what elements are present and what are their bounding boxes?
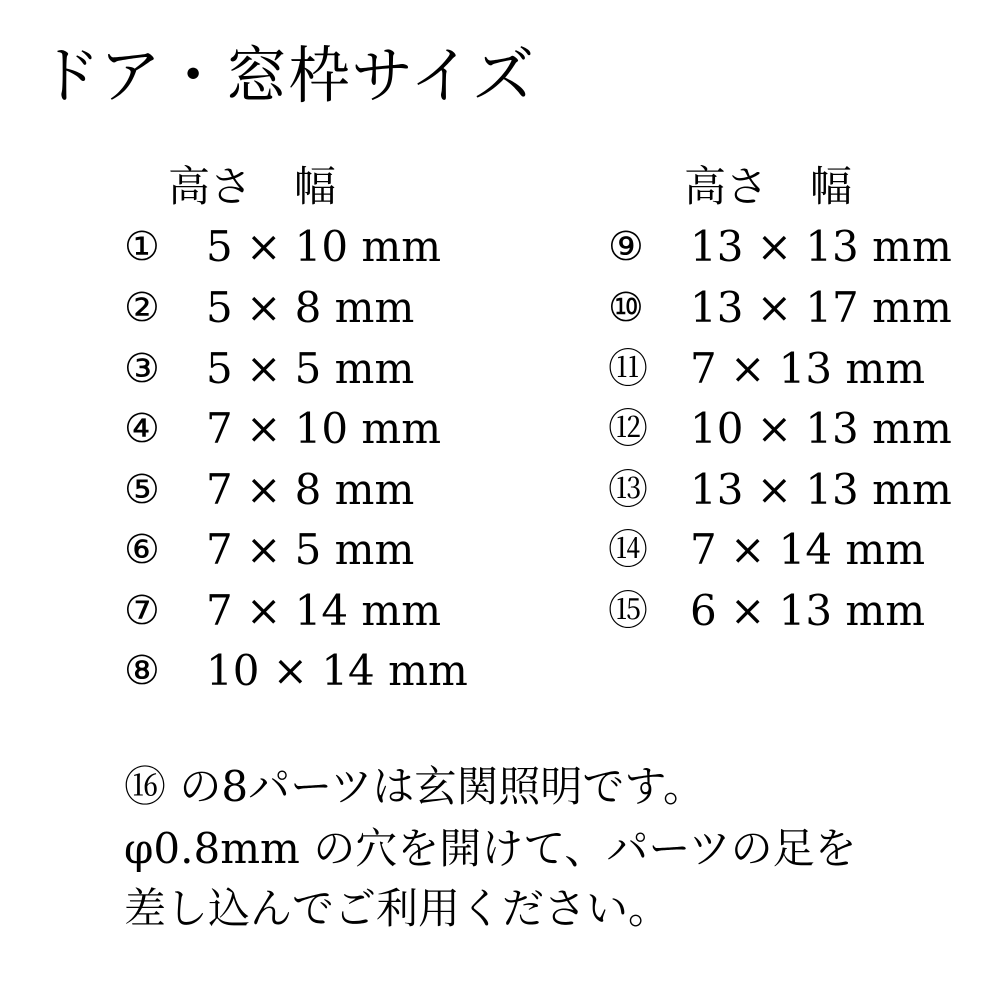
row-dimension: 5 × 8 mm	[206, 283, 415, 332]
row-dimension: 7 × 10 mm	[206, 404, 442, 453]
row-number: ③	[124, 346, 160, 392]
row-number: ⑥	[124, 527, 160, 573]
row-dimension: 7 × 5 mm	[206, 525, 415, 574]
row-dimension: 13 × 13 mm	[690, 222, 952, 271]
row-dimension: 5 × 10 mm	[206, 222, 442, 271]
row-dimension: 10 × 13 mm	[690, 404, 952, 453]
row-dimension: 7 × 14 mm	[690, 525, 926, 574]
row-dimension: 13 × 13 mm	[690, 465, 952, 514]
note-line-3: 差し込んでご利用ください。	[124, 884, 671, 933]
page-title: ドア・窓枠サイズ	[38, 39, 536, 112]
row-dimension: 7 × 8 mm	[206, 465, 415, 514]
right-column-header: 高さ 幅	[684, 162, 853, 211]
row-number: ⑮	[608, 588, 648, 634]
row-number: ⑬	[608, 467, 648, 513]
row-number: ⑩	[608, 285, 644, 331]
row-number: ⑤	[124, 467, 160, 513]
row-dimension: 5 × 5 mm	[206, 344, 415, 393]
note-line-2: φ0.8mm の穴を開けて、パーツの足を	[124, 824, 857, 873]
row-number: ⑫	[608, 406, 648, 452]
row-number: ⑨	[608, 224, 644, 270]
left-column-header: 高さ 幅	[168, 162, 337, 211]
row-number: ⑪	[608, 346, 648, 392]
note-line-1: ⑯ の8パーツは玄関照明です。	[124, 762, 706, 811]
row-dimension: 6 × 13 mm	[690, 586, 926, 635]
row-number: ⑭	[608, 527, 648, 573]
row-number: ②	[124, 285, 160, 331]
row-dimension: 10 × 14 mm	[206, 646, 468, 695]
row-dimension: 7 × 14 mm	[206, 586, 442, 635]
row-number: ⑧	[124, 648, 160, 694]
row-dimension: 7 × 13 mm	[690, 344, 926, 393]
row-number: ④	[124, 406, 160, 452]
row-number: ①	[124, 224, 160, 270]
row-dimension: 13 × 17 mm	[690, 283, 952, 332]
row-number: ⑦	[124, 588, 160, 634]
